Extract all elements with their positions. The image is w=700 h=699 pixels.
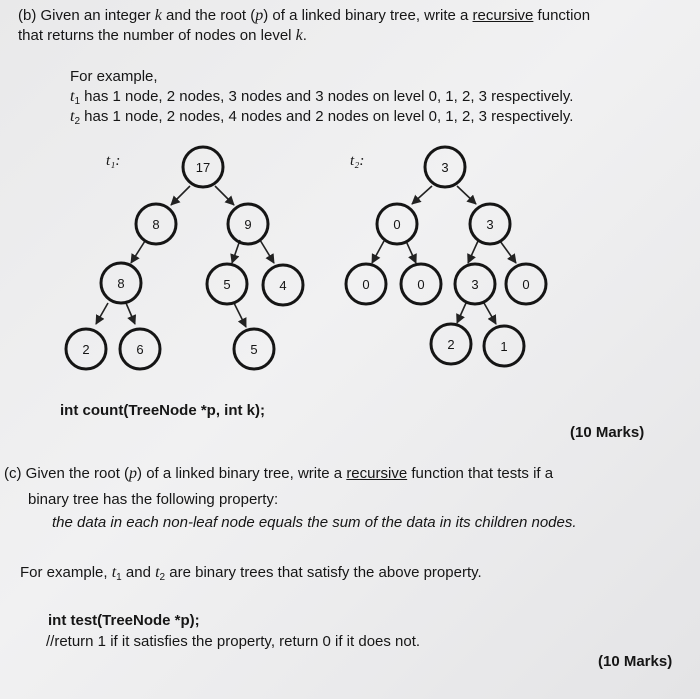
edge [215, 186, 234, 205]
edge [232, 240, 240, 263]
edge [484, 303, 496, 324]
tree-t1-edges [96, 186, 274, 327]
edge [131, 241, 145, 263]
part-c-example [20, 563, 482, 587]
node-value: 5 [250, 342, 258, 357]
tree-t1-node [136, 204, 176, 244]
node-value: 6 [136, 342, 144, 357]
example-intro: For example, [70, 68, 158, 85]
node-value: 17 [195, 160, 211, 175]
var-t: t [70, 108, 75, 125]
tree-t2-node [506, 264, 546, 304]
text: ) of a linked binary tree, write a [137, 465, 347, 482]
tree-t2-node [401, 264, 441, 304]
tree-t1-node [183, 147, 223, 187]
node-value: 3 [471, 277, 479, 292]
tree-t2-node [425, 147, 465, 187]
node-value: 0 [417, 277, 425, 292]
node-value: 9 [244, 217, 252, 232]
tree-t2-node [346, 264, 386, 304]
subscript: 2 [159, 572, 166, 583]
tree-t1-node [120, 329, 160, 369]
edge [372, 241, 384, 263]
var-p: p [255, 7, 264, 24]
text: and the root ( [161, 7, 256, 24]
subscript: 1 [116, 572, 122, 583]
test-comment: //return 1 if it satisfies the property, return 0 if it does not. [46, 633, 421, 650]
node-value: 0 [393, 217, 401, 232]
text: has 1 node, 2 nodes, 3 nodes and 3 nodes on level 0, 1, 2, 3 respectively. [80, 88, 574, 105]
node-value: 0 [362, 277, 370, 292]
subscript: 2 [74, 116, 81, 127]
node-value: 2 [447, 337, 455, 352]
text: and [121, 564, 156, 581]
property-statement: the data in each non-leaf node equals the sum of the data in its children nodes. [52, 514, 577, 531]
node-value: 1 [500, 339, 508, 354]
node-value: 3 [441, 160, 449, 175]
node-value: 8 [152, 217, 160, 232]
tree-t2-node [470, 204, 510, 244]
tree-t2-node [455, 264, 495, 304]
subscript: 1 [74, 96, 81, 107]
tree-t1-node [66, 329, 106, 369]
var-p: p [129, 465, 138, 482]
edge [468, 241, 478, 263]
edge [126, 303, 135, 324]
node-value: 5 [223, 277, 231, 292]
part-b-marks: (10 Marks) [570, 424, 645, 441]
tree-t2-node [377, 204, 417, 244]
edge [234, 303, 246, 327]
count-signature: int count(TreeNode *p, int k); [60, 402, 265, 419]
tree-t1-node [228, 204, 268, 244]
text: has 1 node, 2 nodes, 4 nodes and 2 nodes on level 0, 1, 2, 3 respectively. [80, 108, 574, 125]
part-c-line-2: binary tree has the following property: [28, 491, 279, 508]
text: function that tests if a [407, 465, 554, 482]
edge [171, 186, 190, 205]
text: ) of a linked binary tree, write a [263, 7, 473, 24]
var-k: k [154, 7, 162, 24]
node-value: 8 [117, 276, 125, 291]
node-value: 0 [522, 277, 530, 292]
node-value: 3 [486, 217, 494, 232]
recursive-keyword: recursive [346, 465, 408, 482]
tree-t2-edges [372, 186, 516, 324]
node-value: 4 [279, 278, 287, 293]
edge [96, 303, 108, 324]
tree-t2-node [431, 324, 471, 364]
tree-t1-label: t₁: [106, 153, 121, 169]
var-k: k [295, 27, 303, 44]
var-t: t [111, 564, 117, 581]
text: are binary trees that satisfy the above property. [165, 564, 482, 581]
tree-t1-node [207, 264, 247, 304]
edge [260, 240, 274, 263]
text: function [533, 7, 591, 24]
var-t: t [155, 564, 160, 581]
text: . [302, 27, 307, 44]
part-c-line-1 [4, 464, 553, 483]
part-c-marks: (10 Marks) [598, 653, 673, 670]
text: that returns the number of nodes on level [18, 27, 296, 44]
tree-t1-node [101, 263, 141, 303]
text: For example, [20, 564, 112, 581]
edge [406, 241, 416, 263]
tree-t2-node [484, 326, 524, 366]
tree-t1-node [234, 329, 274, 369]
text: (b) Given an integer [18, 7, 155, 24]
var-t: t [70, 88, 75, 105]
edge [457, 303, 466, 323]
recursive-keyword: recursive [472, 7, 534, 24]
test-signature: int test(TreeNode *p); [48, 612, 200, 629]
tree-t1-node [263, 265, 303, 305]
text: (c) Given the root ( [4, 465, 130, 482]
node-value: 2 [82, 342, 90, 357]
tree-t2-label: t₂: [350, 153, 365, 169]
edge [412, 186, 432, 204]
edge [457, 186, 476, 204]
edge [500, 241, 516, 263]
